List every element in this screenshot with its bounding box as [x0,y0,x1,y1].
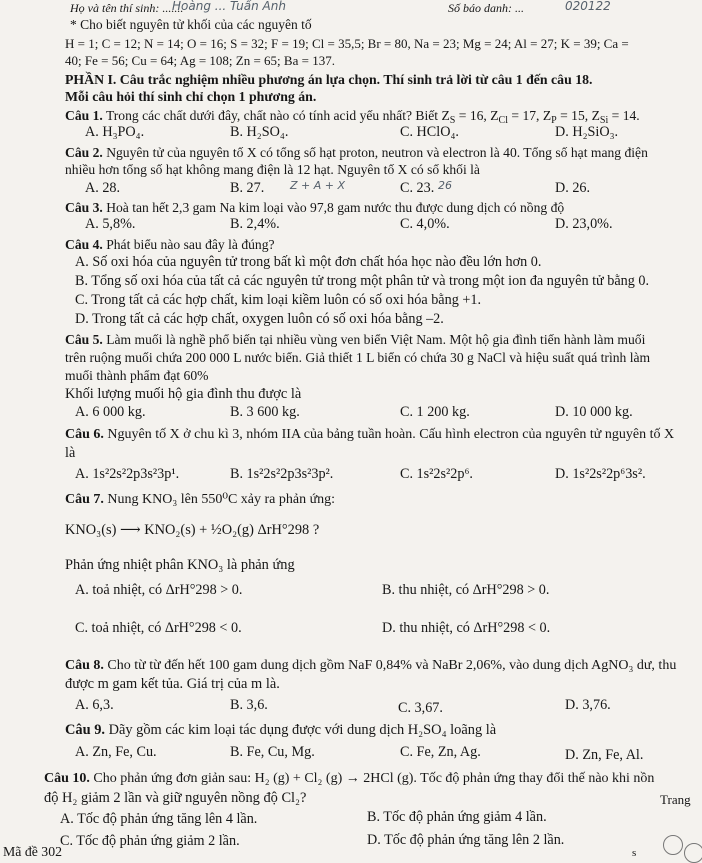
q4-option-c[interactable]: C. Trong tất cả các hợp chất, kim loại kiềm luôn có số oxi hóa bằng +1. [75,292,481,308]
question-10-line2: độ H₂ giảm 2 lần và giữ nguyên nồng độ Cl₂? [44,790,307,806]
question-8-text: Cho từ từ đến hết 100 gam dung dịch gồm NaF 0,84% và NaBr 2,06%, vào dung dịch AgNO₃ dư, thu [107,658,677,673]
q2-option-a[interactable]: A. 28. [85,180,121,196]
question-8-line2: được m gam kết tủa. Giá trị của m là. [65,676,280,692]
candidate-name-label: Họ và tên thí sinh: ....... [70,1,184,15]
q1-option-c[interactable]: C. HClO₄. [400,124,459,140]
question-7-number: Câu 7. [65,492,104,507]
q8-option-c[interactable]: C. 3,67. [398,700,443,716]
q1-option-b[interactable]: B. H₂SO₄. [230,124,289,140]
corner-circle-1 [663,835,683,855]
question-2-number: Câu 2. [65,145,103,160]
question-2-line1 [65,144,648,161]
atomic-intro: * Cho biết nguyên tử khối của các nguyên tố [70,17,312,32]
q2-option-c[interactable]: C. 23. [400,180,435,196]
corner-mark: s [632,847,637,859]
question-1-text: Trong các chất dưới đây, chất nào có tính acid yếu nhất? Biết $Z_S = 16$, $Z_{Cl} = 17$, $Z_P = 15$, $Z_{Si} = 14$. [105,108,640,126]
question-8-line1 [65,657,676,674]
question-4-number: Câu 4. [65,237,103,252]
q10-option-a[interactable]: A. Tốc độ phản ứng tăng lên 4 lần. [60,811,258,827]
exam-code: Mã đề 302 [3,844,63,859]
question-1 [65,107,640,129]
q3-option-b[interactable]: B. 2,4%. [230,216,280,232]
q2-option-b[interactable]: B. 27. [230,180,265,196]
q4-option-b[interactable]: B. Tổng số oxi hóa của tất cả các nguyên tử trong một phân tử và trong một ion đa nguyên tử bằng 0. [75,273,650,289]
q8-option-a[interactable]: A. 6,3. [75,697,114,713]
question-5-number: Câu 5. [65,332,103,347]
q2-option-d[interactable]: D. 26. [555,180,591,196]
question-6-number: Câu 6. [65,427,104,442]
question-5-line2: trên ruộng muối chứa 200 000 L nước biển. Giả thiết 1 L biển có chứa 30 g NaCl và hiệu suất quá trình làm [65,350,651,365]
question-10-number: Câu 10. [44,771,90,786]
question-4-text: Phát biểu nào sau đây là đúng? [106,237,275,252]
question-3-text: Hoà tan hết 2,3 gam Na kim loại vào 97,8 gam nước thu được dung dịch có nồng độ [106,200,565,215]
question-6-line1 [65,426,674,443]
question-3 [65,199,564,216]
q9-option-a[interactable]: A. Zn, Fe, Cu. [75,744,157,760]
q7-option-b[interactable]: B. thu nhiệt, có ΔrH°298 > 0. [382,582,550,598]
question-9 [65,722,496,739]
q5-option-a[interactable]: A. 6 000 kg. [75,404,146,420]
q1-option-a[interactable]: A. H₃PO₄. [85,124,145,140]
q8-option-d[interactable]: D. 3,76. [565,697,611,713]
question-5-text: Làm muối là nghề phổ biến tại nhiều vùng ven biển Việt Nam. Một hộ gia đình tiến hành làm muối [106,332,646,347]
q1-option-d[interactable]: D. H₂SiO₃. [555,124,619,140]
question-9-number: Câu 9. [65,722,105,738]
corner-circle-2 [684,843,702,863]
q10-option-d[interactable]: D. Tốc độ phản ứng tăng lên 2 lần. [367,832,565,848]
q6-option-b[interactable]: B. 1s²2s²2p3s²3p². [230,466,334,482]
atomic-masses-line2: 40; Fe = 56; Cu = 64; Ag = 108; Zn = 65; Ba = 137. [65,53,335,68]
question-10-text: Cho phản ứng đơn giản sau: H₂ (g) + Cl₂ (g) → 2HCl (g). Tốc độ phản ứng thay đổi thế nào khi nồn [93,771,655,786]
q6-option-a[interactable]: A. 1s²2s²2p3s²3p¹. [75,466,180,482]
candidate-id-label: Số báo danh: ... [448,1,524,15]
atomic-masses-line1: H = 1; C = 12; N = 14; O = 16; S = 32; F = 19; Cl = 35,5; Br = 80, Na = 23; Mg = 24; Al = 27; K = 39; Ca = [65,36,629,51]
question-3-number: Câu 3. [65,200,103,215]
part-note: Mỗi câu hỏi thí sinh chỉ chọn 1 phương án. [65,89,317,104]
q9-option-d[interactable]: D. Zn, Fe, Al. [565,747,644,763]
question-2-line2: nhiều hơn tổng số hạt không mang điện là 12 hạt. Nguyên tố X có số khối là [65,162,480,177]
part-title: PHẦN I. Câu trắc nghiệm nhiều phương án lựa chọn. Thí sinh trả lời từ câu 1 đến câu 18. [65,72,593,87]
q5-option-b[interactable]: B. 3 600 kg. [230,404,300,420]
question-1-number: Câu 1. [65,108,103,123]
question-10-line1 [44,770,654,787]
q3-option-c[interactable]: C. 4,0%. [400,216,450,232]
q5-option-d[interactable]: D. 10 000 kg. [555,404,633,420]
q8-option-b[interactable]: B. 3,6. [230,697,268,713]
q3-option-a[interactable]: A. 5,8%. [85,216,136,232]
question-6-text: Nguyên tố X ở chu kì 3, nhóm IIA của bảng tuần hoàn. Cấu hình electron của nguyên tử nguyên tố X [107,427,675,442]
q10-option-c[interactable]: C. Tốc độ phản ứng giảm 2 lần. [60,833,240,849]
question-7-prompt: Phản ứng nhiệt phân KNO₃ là phản ứng [65,557,295,573]
question-5-line4: Khối lượng muối hộ gia đình thu được là [65,386,302,402]
q7-option-a[interactable]: A. toả nhiệt, có ΔrH°298 > 0. [75,582,243,598]
q2-scribble: Z + A + X [290,179,346,192]
question-7 [65,491,335,508]
q7-option-d[interactable]: D. thu nhiệt, có ΔrH°298 < 0. [382,620,551,636]
question-7-text: Nung KNO₃ lên 550⁰C xảy ra phản ứng: [107,492,336,507]
question-6-line2: là [65,445,76,461]
q9-option-b[interactable]: B. Fe, Cu, Mg. [230,744,315,760]
page-label: Trang [660,792,691,807]
question-9-text: Dãy gồm các kim loại tác dụng được với dung dịch H₂SO₄ loãng là [108,722,497,738]
q9-option-c[interactable]: C. Fe, Zn, Ag. [400,744,481,760]
question-8-number: Câu 8. [65,658,104,673]
q10-option-b[interactable]: B. Tốc độ phản ứng giảm 4 lần. [367,809,547,825]
q7-option-c[interactable]: C. toả nhiệt, có ΔrH°298 < 0. [75,620,242,636]
q6-option-d[interactable]: D. 1s²2s²2p⁶3s². [555,466,646,482]
candidate-id-handwritten: 020122 [565,0,611,13]
q4-option-d[interactable]: D. Trong tất cả các hợp chất, oxygen luôn có số oxi hóa bằng –2. [75,311,444,327]
q2-scribble-2: 26 [438,179,452,192]
q6-option-c[interactable]: C. 1s²2s²2p⁶. [400,466,473,482]
candidate-name-handwritten: Hoàng ... Tuấn Anh [172,0,286,13]
question-7-equation: KNO₃(s) ⟶ KNO₂(s) + ½O₂(g) ΔrH°298 ? [65,522,320,538]
question-5-line3: muối thành phẩm đạt 60% [65,368,209,383]
question-4 [65,236,275,253]
question-5-line1 [65,331,645,348]
q5-option-c[interactable]: C. 1 200 kg. [400,404,470,420]
question-2-text: Nguyên tử của nguyên tố X có tổng số hạt proton, neutron và electron là 40. Tổng số hạt mang điện [106,145,648,160]
q3-option-d[interactable]: D. 23,0%. [555,216,613,232]
q4-option-a[interactable]: A. Số oxi hóa của nguyên tử trong bất kì một đơn chất hóa học nào đều lớn hơn 0. [75,254,542,270]
